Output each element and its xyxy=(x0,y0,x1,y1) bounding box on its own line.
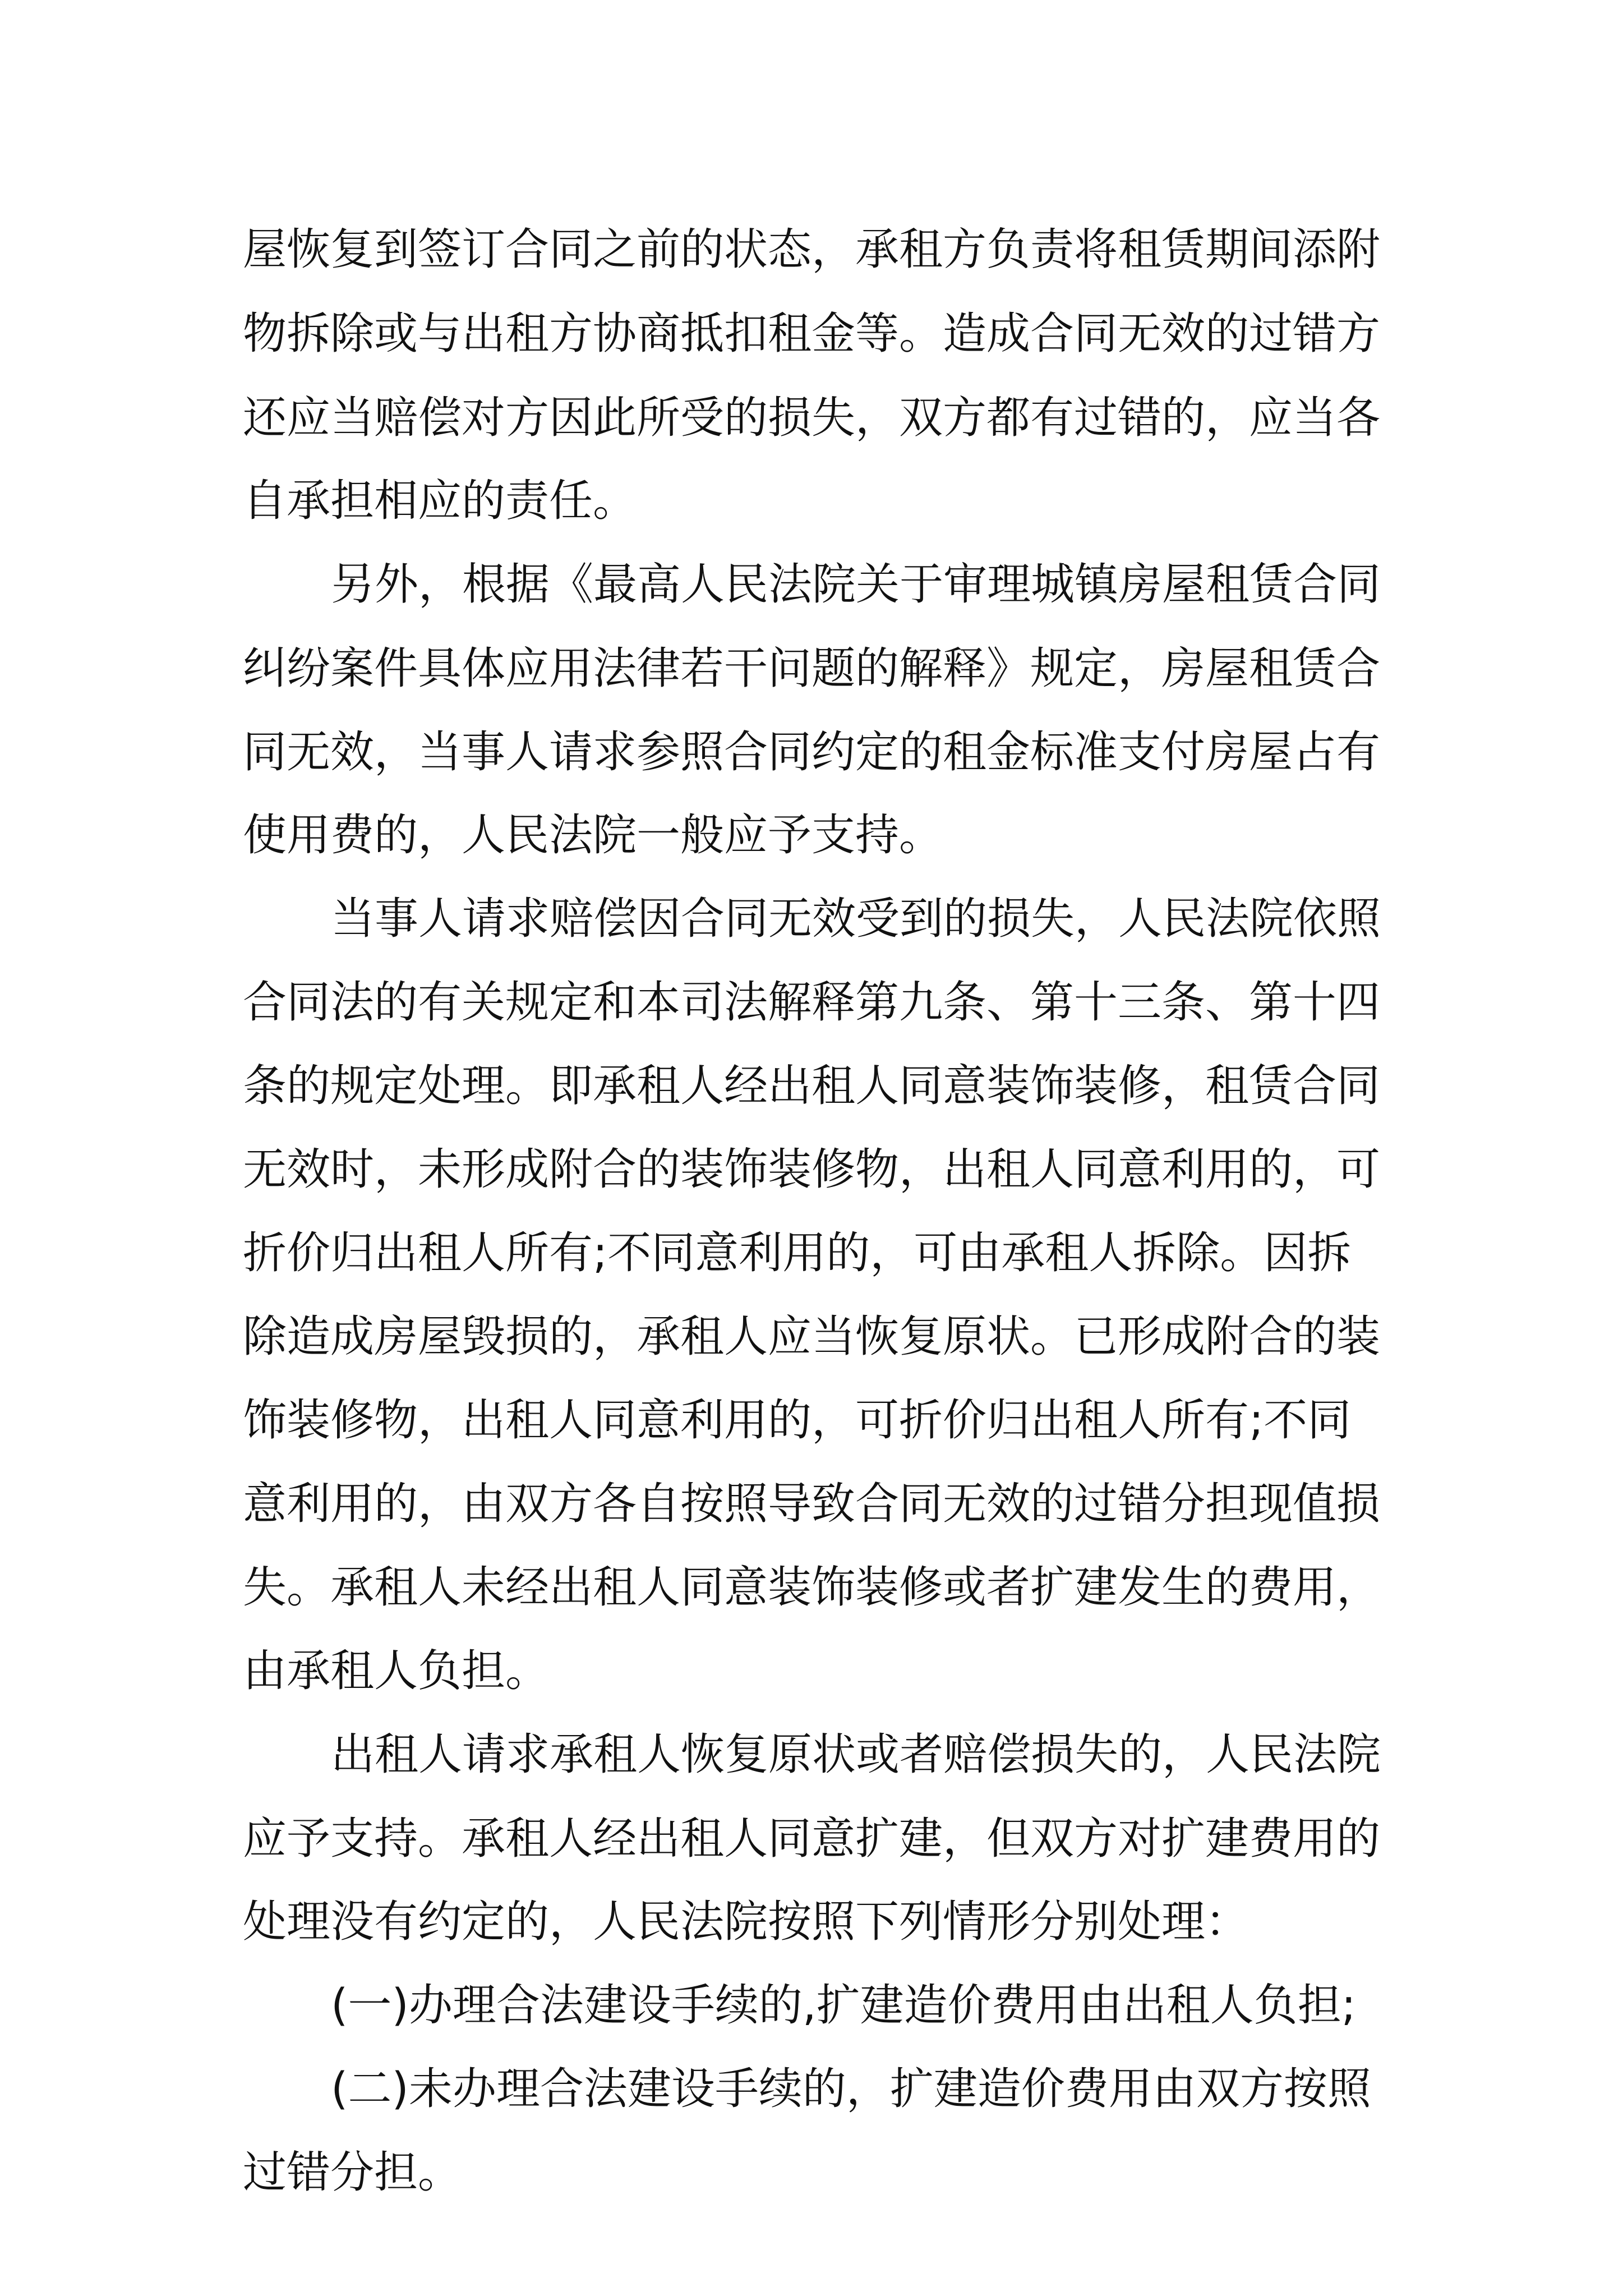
text-line: 除造成房屋毁损的，承租人应当恢复原状。已形成附合的装 xyxy=(243,1312,1381,1362)
text-line: 饰装修物，出租人同意利用的，可折价归出租人所有;不同 xyxy=(243,1395,1352,1446)
text-line: 由承租人负担。 xyxy=(243,1646,550,1696)
text-line: 使用费的，人民法院一般应予支持。 xyxy=(243,810,943,861)
text-line: (一)办理合法建设手续的,扩建造价费用由出租人负担; xyxy=(331,1980,1356,2031)
text-line: 纠纷案件具体应用法律若干问题的解释》规定，房屋租赁合 xyxy=(243,643,1381,694)
text-line: 无效时，未形成附合的装饰装修物，出租人同意利用的，可 xyxy=(243,1144,1381,1195)
text-line: 物拆除或与出租方协商抵扣租金等。造成合同无效的过错方 xyxy=(243,309,1381,359)
text-line: 条的规定处理。即承租人经出租人同意装饰装修，租赁合同 xyxy=(243,1061,1381,1111)
text-line: 过错分担。 xyxy=(243,2147,462,2198)
text-line: 当事人请求赔偿因合同无效受到的损失，人民法院依照 xyxy=(331,894,1381,944)
text-line: 合同法的有关规定和本司法解释第九条、第十三条、第十四 xyxy=(243,977,1381,1028)
text-line: 折价归出租人所有;不同意利用的，可由承租人拆除。因拆 xyxy=(243,1228,1352,1278)
text-line: 处理没有约定的，人民法院按照下列情形分别处理： xyxy=(243,1897,1249,1947)
text-line: 失。承租人未经出租人同意装饰装修或者扩建发生的费用， xyxy=(243,1562,1381,1613)
text-line: (二)未办理合法建设手续的，扩建造价费用由双方按照 xyxy=(331,2064,1371,2114)
text-line: 意利用的，由双方各自按照导致合同无效的过错分担现值损 xyxy=(243,1479,1381,1529)
text-line: 另外，根据《最高人民法院关于审理城镇房屋租赁合同 xyxy=(331,559,1381,610)
text-line: 屋恢复到签订合同之前的状态，承租方负责将租赁期间添附 xyxy=(243,224,1381,275)
text-line: 同无效，当事人请求参照合同约定的租金标准支付房屋占有 xyxy=(243,727,1381,777)
text-line: 还应当赔偿对方因此所受的损失，双方都有过错的，应当各 xyxy=(243,393,1381,443)
text-line: 应予支持。承租人经出租人同意扩建，但双方对扩建费用的 xyxy=(243,1814,1381,1864)
text-line: 出租人请求承租人恢复原状或者赔偿损失的，人民法院 xyxy=(331,1729,1381,1780)
text-line: 自承担相应的责任。 xyxy=(243,476,637,526)
